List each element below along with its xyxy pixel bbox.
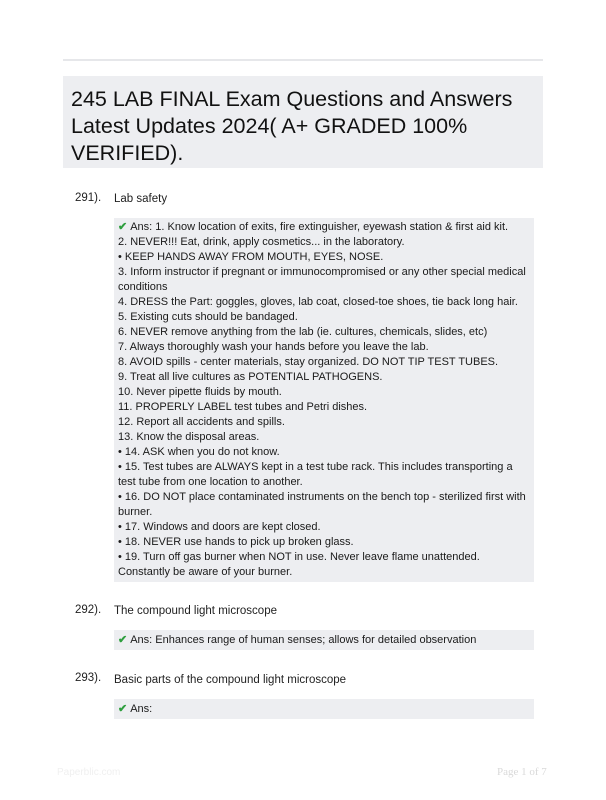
answer-box — [114, 218, 534, 582]
answer-line: Ans: 1. Know location of exits, fire extinguisher, eyewash station & first aid kit. — [130, 221, 509, 233]
question-text: The compound light microscope — [114, 605, 277, 617]
answer-box — [114, 699, 534, 719]
top-divider — [63, 59, 543, 61]
title-line: 245 LAB FINAL Exam Questions and Answers — [71, 87, 513, 111]
document-title — [71, 86, 543, 167]
question-number: 291). — [75, 192, 102, 204]
answer-line: 5. Existing cuts should be bandaged. — [118, 311, 298, 323]
answer-line: • KEEP HANDS AWAY FROM MOUTH, EYES, NOSE. — [118, 251, 384, 263]
answer-line: 4. DRESS the Part: goggles, gloves, lab coat, closed-toe shoes, tie back long hair. — [118, 296, 518, 308]
question-text: Lab safety — [114, 193, 168, 205]
answer-line: 8. AVOID spills - center materials, stay organized. DO NOT TIP TEST TUBES. — [118, 356, 499, 368]
answer-line: • 14. ASK when you do not know. — [118, 446, 280, 458]
answer-line: 3. Inform instructor if pregnant or immunocompromised or any other special medical conditions — [118, 266, 526, 293]
footer-watermark: Paperblic.com — [57, 767, 121, 778]
answer-line: 11. PROPERLY LABEL test tubes and Petri dishes. — [118, 401, 368, 413]
checkmark-icon: ✔ — [118, 221, 128, 233]
question-text: Basic parts of the compound light microscope — [114, 674, 347, 686]
answer-line: • 16. DO NOT place contaminated instruments on the bench top - sterilized first with burner. — [118, 491, 526, 518]
answer-line: Ans: — [130, 703, 153, 715]
answer-line: • 15. Test tubes are ALWAYS kept in a test tube rack. This includes transporting a test tube from one location to another. — [118, 461, 513, 488]
question-number: 292). — [75, 604, 102, 616]
answer-line: 12. Report all accidents and spills. — [118, 416, 285, 428]
title-line: VERIFIED). — [71, 141, 184, 165]
answer-line: • 19. Turn off gas burner when NOT in use. Never leave flame unattended. Constantly be aware of your burner. — [118, 551, 480, 578]
answer-line: • 18. NEVER use hands to pick up broken glass. — [118, 536, 354, 548]
answer-line: • 17. Windows and doors are kept closed. — [118, 521, 321, 533]
answer-line: 6. NEVER remove anything from the lab (ie. cultures, chemicals, slides, etc) — [118, 326, 488, 338]
title-box — [63, 76, 543, 168]
answer-line: 10. Never pipette fluids by mouth. — [118, 386, 282, 398]
answer-line: Ans: Enhances range of human senses; allows for detailed observation — [130, 634, 477, 646]
page-indicator: Page 1 of 7 — [497, 766, 547, 778]
checkmark-icon: ✔ — [118, 703, 128, 715]
title-line: Latest Updates 2024( A+ GRADED 100% — [71, 114, 468, 138]
answer-line: 2. NEVER!!! Eat, drink, apply cosmetics... in the laboratory. — [118, 236, 405, 248]
checkmark-icon: ✔ — [118, 634, 128, 646]
question-number: 293). — [75, 672, 102, 684]
answer-line: 7. Always thoroughly wash your hands before you leave the lab. — [118, 341, 429, 353]
answer-line: 13. Know the disposal areas. — [118, 431, 260, 443]
answer-box — [114, 630, 534, 650]
answer-line: 9. Treat all live cultures as POTENTIAL PATHOGENS. — [118, 371, 383, 383]
